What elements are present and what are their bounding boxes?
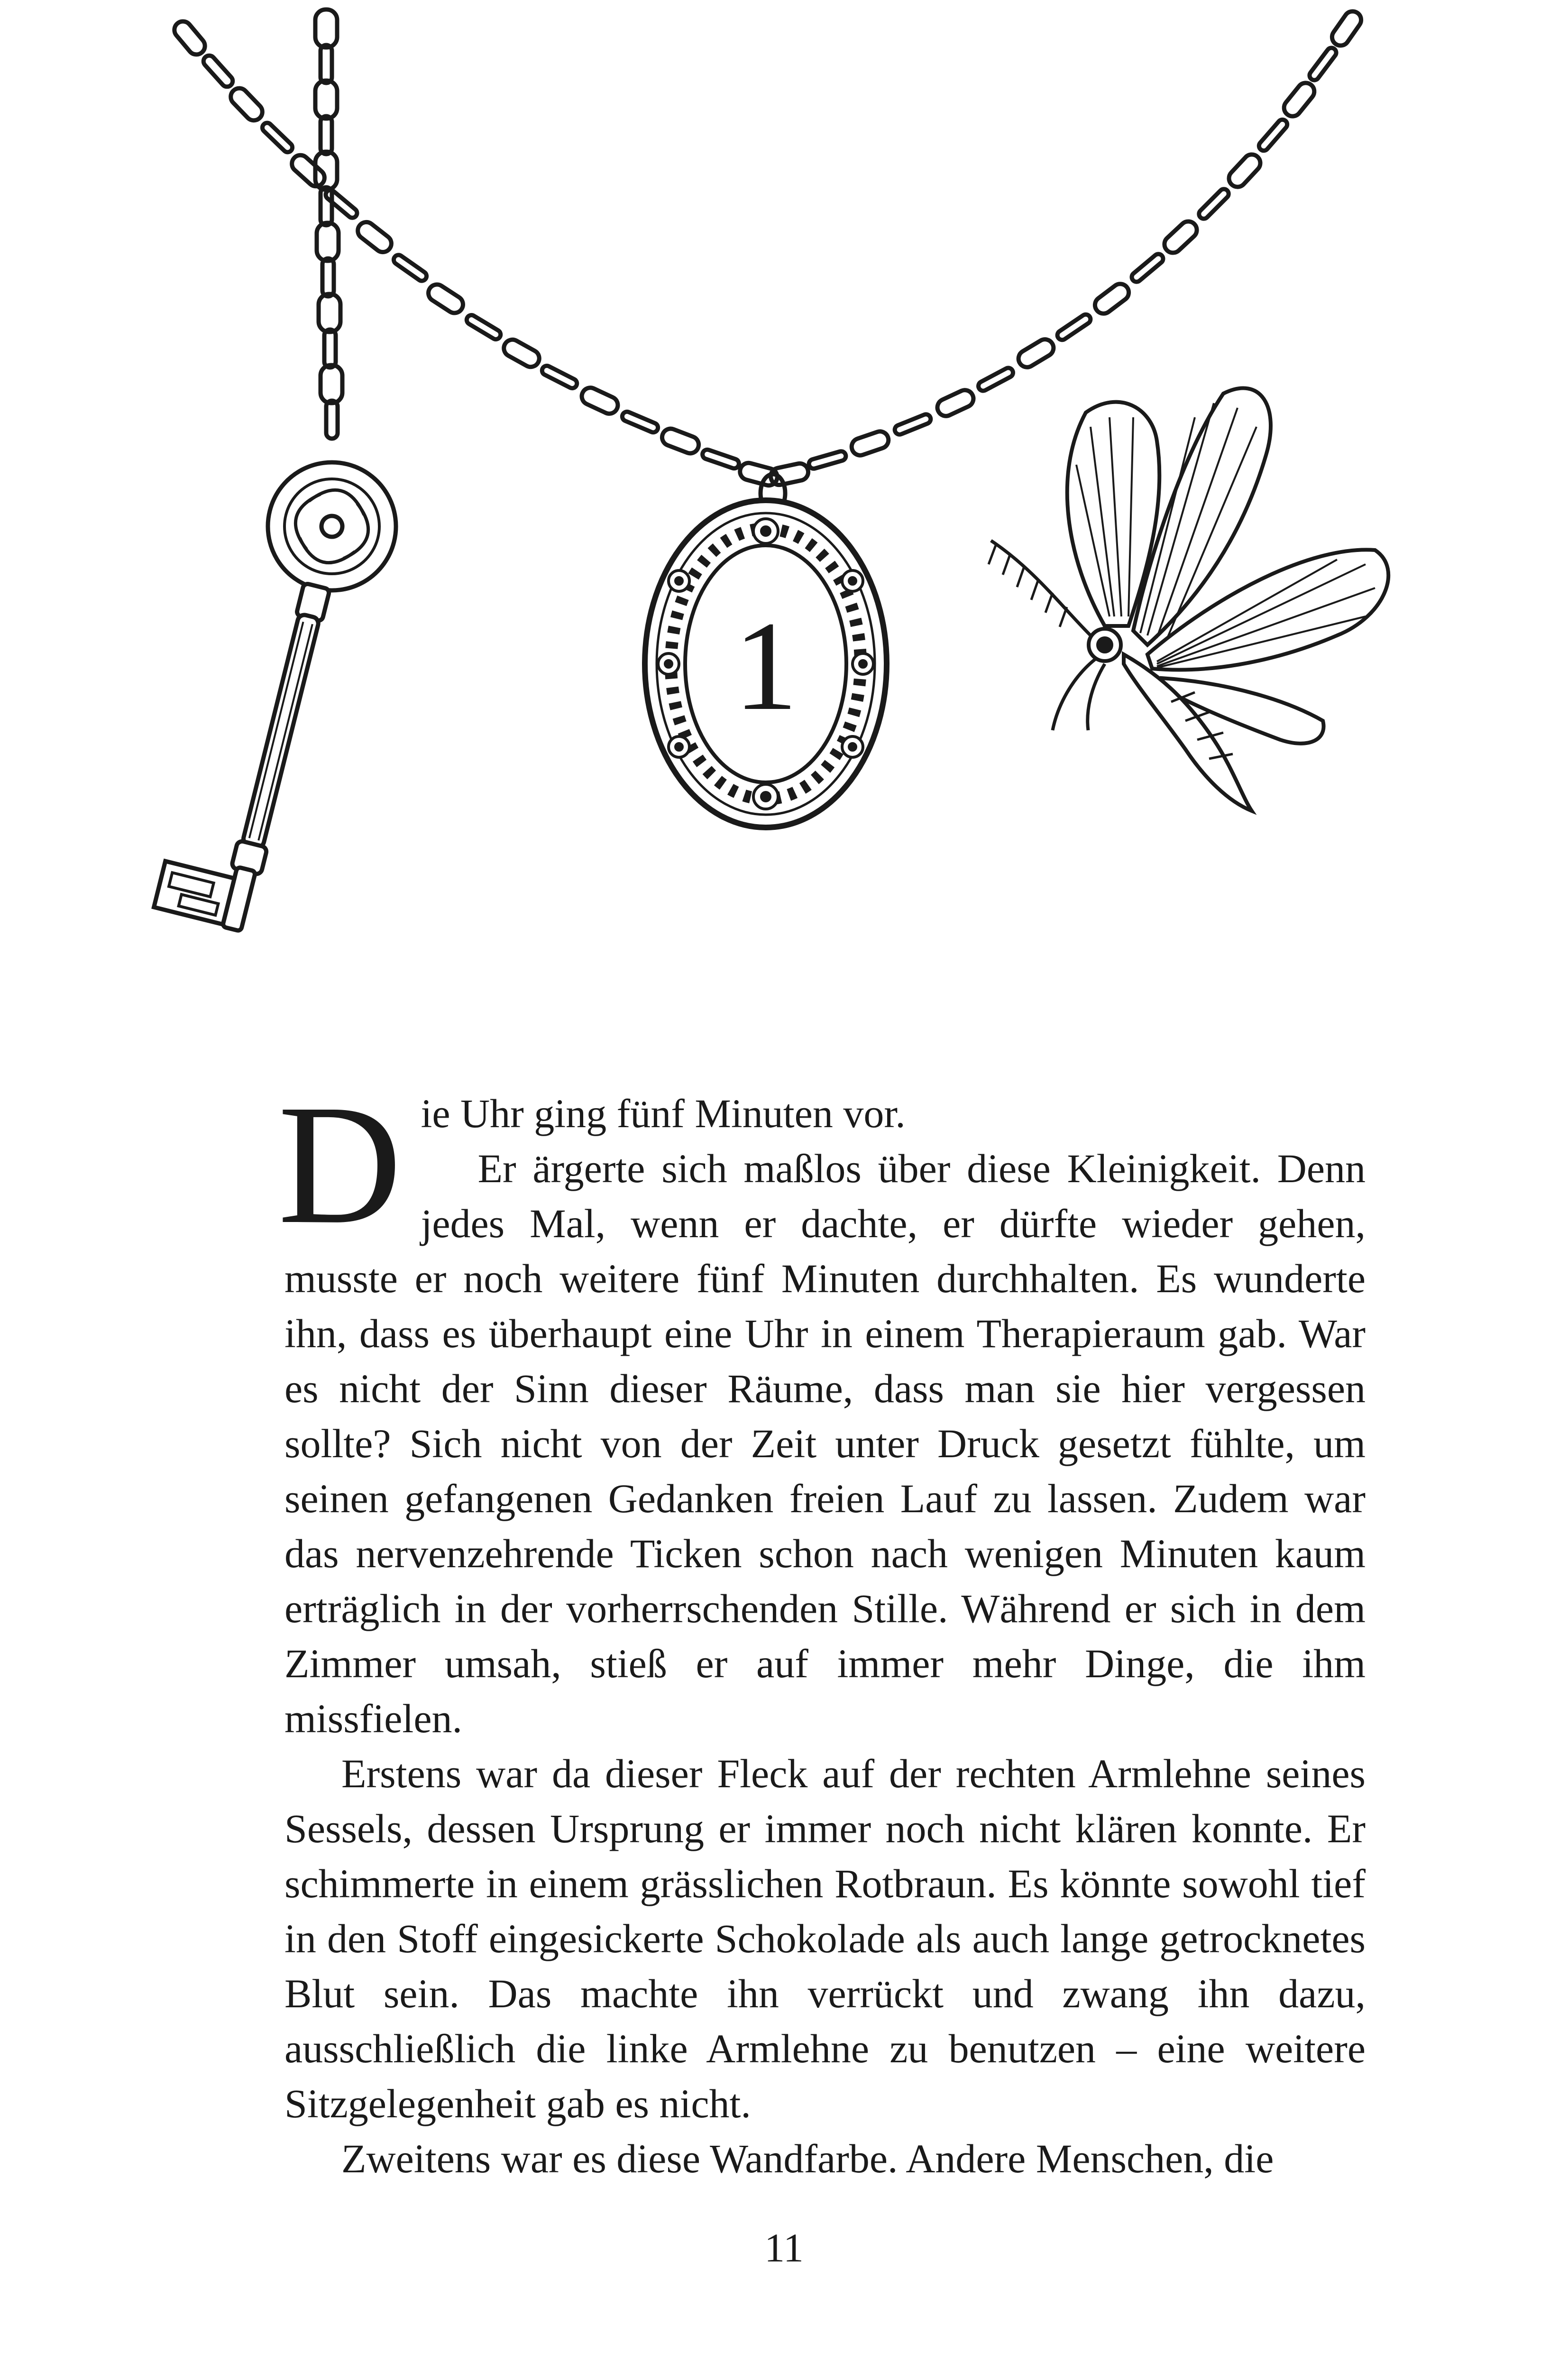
paragraph: Zweitens war es diese Wandfarbe. Andere Menschen, die [341, 2136, 1274, 2181]
oval-pendant [645, 500, 887, 827]
paragraph: Erstens war da dieser Fleck auf der rechten Armlehne seines Sessels, dessen Ursprung er immer noch nicht klären konnte. Er schimmerte in einem grässlichen Rotbraun. Es könnte sowohl tief in den Stoff eingesickerte Schokolade als auch lange getrocknetes Blut sein. Das machte ihn verrückt und zwang ihn dazu, ausschließlich die linke Armlehne zu benutzen – eine weitere Sitzgelegenheit gab es nicht. [284, 1751, 1366, 2126]
chapter-number: 1 [734, 595, 798, 737]
body-text [278, 1069, 1366, 2186]
key-icon [153, 445, 409, 945]
chapter-header-illustration [0, 0, 1568, 1043]
first-line: ie Uhr ging fünf Minuten vor. [421, 1091, 906, 1136]
page-number: 11 [764, 2225, 804, 2270]
first-paragraph [278, 1069, 1366, 1259]
necklace-chain [171, 8, 1364, 487]
moth-icon [989, 388, 1388, 811]
paragraph: Er ärgerte sich maßlos über diese Kleinigkeit. Denn jedes Mal, wenn er dachte, er dürfte wieder gehen, musste er noch weitere fünf Minuten durchhalten. Es wunderte ihn, dass es überhaupt eine Uhr in einem Therapieraum gab. War es nicht der Sinn dieser Räume, dass man sie hier vergessen sollte? Sich nicht von der Zeit unter Druck gesetzt fühlte, um seinen gefangenen Gedanken freien Lauf zu lassen. Zudem war das nervenzehrende Ticken schon nach wenigen Minuten kaum erträglich in der vorherrschenden Stille. Während er sich in dem Zimmer umsah, stieß er auf immer mehr Dinge, die ihm missfielen. [284, 1146, 1366, 1741]
key-chain [315, 9, 342, 439]
drop-cap: D [278, 1069, 402, 1259]
